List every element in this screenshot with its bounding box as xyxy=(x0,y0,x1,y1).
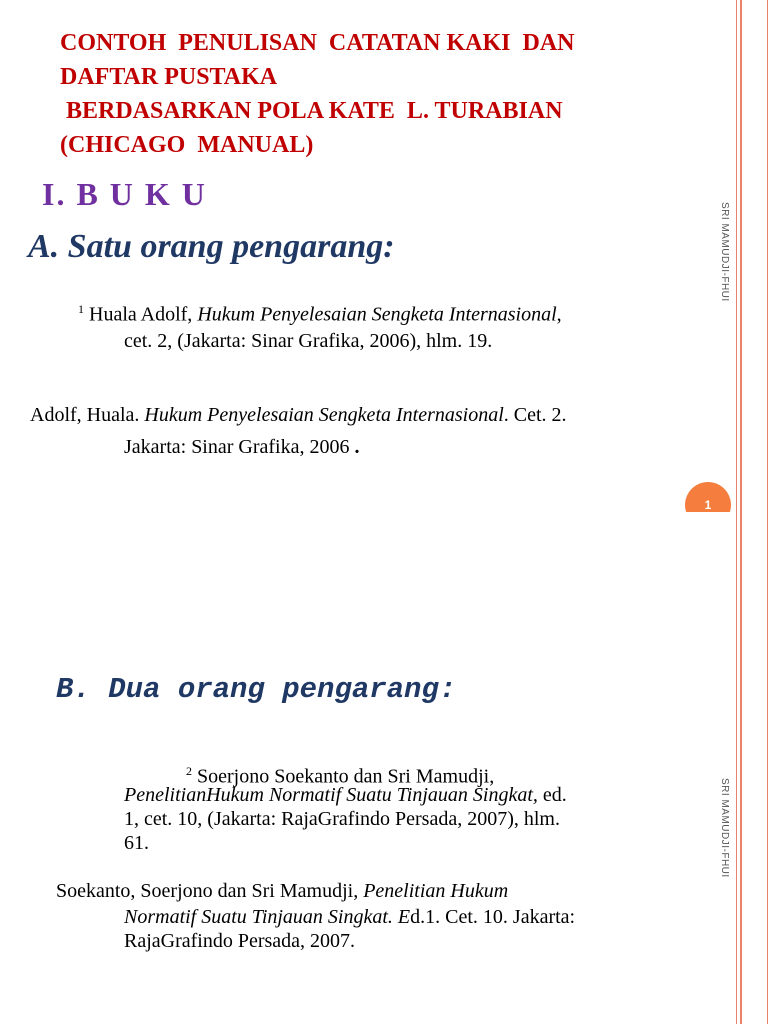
bib-author: Adolf, Huala. xyxy=(30,404,145,426)
footnote-number: 1 xyxy=(78,302,84,316)
subheading-a: A. Satu orang pengarang: xyxy=(28,228,395,265)
footnote-2-line3: 1, cet. 10, (Jakarta: RajaGrafindo Persada, 2007), hlm. xyxy=(124,808,560,830)
title-line: (CHICAGO MANUAL) xyxy=(60,132,314,158)
bib-book-title: Hukum Penyelesaian Sengketa Internasional xyxy=(144,404,504,426)
bib-title-part2: Normatif Suatu Tinjauan Singkat. E xyxy=(124,906,411,928)
title-line: CONTOH PENULISAN CATATAN KAKI DAN xyxy=(60,30,575,56)
bib-author: Soekanto, Soerjono dan Sri Mamudji, xyxy=(56,880,364,902)
bib-rest: . Cet. 2. xyxy=(503,404,567,426)
footnote-rest: ed. xyxy=(537,784,567,806)
footnote-rest: , xyxy=(556,303,562,326)
bibliography-1-line1 xyxy=(30,400,567,430)
footnote-book-title: PenelitianHukum Normatif Suatu Tinjauan Singkat, xyxy=(124,784,538,806)
section-heading: I. B U K U xyxy=(42,176,207,212)
slide-title xyxy=(60,26,720,162)
footnote-author: Huala Adolf, xyxy=(84,303,198,326)
subheading-b: B. Dua orang pengarang: xyxy=(56,673,457,706)
title-line: DAFTAR PUSTAKA xyxy=(60,64,278,90)
footnote-book-title: Hukum Penyelesaian Sengketa Internasional xyxy=(197,303,557,326)
title-line: BERDASARKAN POLA KATE L. TURABIAN xyxy=(60,98,563,124)
footnote-1-line2: cet. 2, (Jakarta: Sinar Grafika, 2006), hlm. 19. xyxy=(124,330,493,352)
bibliography-2-line3: RajaGrafindo Persada, 2007. xyxy=(124,930,356,952)
footnote-author: Soerjono Soekanto dan Sri Mamudji, xyxy=(192,765,495,788)
border-line xyxy=(740,0,742,512)
border-line xyxy=(736,512,737,1024)
side-label: SRI MAMUDJI-FHUI xyxy=(719,778,730,878)
footnote-1-line1 xyxy=(78,294,562,330)
bib-end: . xyxy=(349,436,360,458)
bib-publisher: Jakarta: Sinar Grafika, 2006 xyxy=(124,436,350,458)
bibliography-1-line2 xyxy=(124,432,359,462)
footnote-2-line4: 61. xyxy=(124,832,149,854)
bib-rest: d.1. Cet. 10. Jakarta: xyxy=(410,906,576,928)
border-line xyxy=(740,512,742,1024)
border-line xyxy=(736,0,737,512)
footnote-number: 2 xyxy=(186,764,192,778)
page-number-badge: 1 xyxy=(685,482,731,528)
side-label: SRI MAMUDJI-FHUI xyxy=(719,202,730,302)
bib-title-part1: Penelitian Hukum xyxy=(363,880,509,902)
